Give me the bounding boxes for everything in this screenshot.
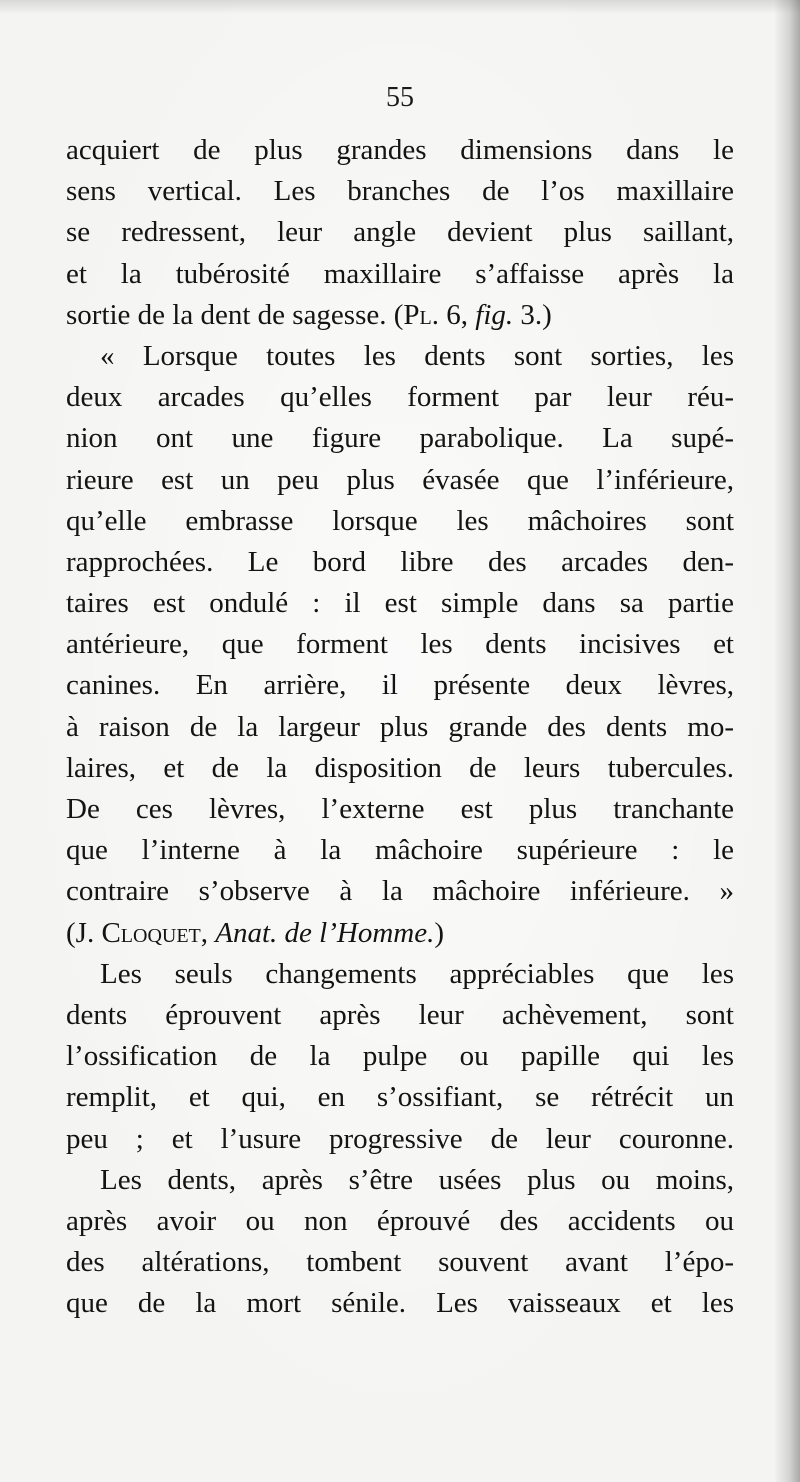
text-line: nion ont une figure parabolique. La supé-	[66, 422, 734, 455]
text-line: canines. En arrière, il présente deux lèvres,	[66, 669, 734, 702]
page-top-shadow	[0, 0, 800, 14]
citation-author: Cloquet	[101, 916, 201, 949]
text-line: et la tubérosité maxillaire s’affaisse après la	[66, 257, 734, 290]
text-line	[66, 913, 734, 954]
text-line: De ces lèvres, l’externe est plus tranchante	[66, 793, 734, 825]
text-line: acquiert de plus grandes dimensions dans le	[66, 134, 734, 166]
text-line: taires est ondulé : il est simple dans sa partie	[66, 587, 734, 620]
text-line: Les dents, après s’être usées plus ou moins,	[100, 1163, 734, 1196]
text-span-fig: fig.	[475, 298, 514, 331]
body-text	[66, 130, 734, 1324]
text-line: dents éprouvent après leur achèvement, sont	[66, 998, 734, 1031]
citation-work: Anat. de l’Homme.	[215, 916, 435, 949]
text-span-after: 3.)	[513, 298, 552, 331]
citation-comma: ,	[200, 916, 216, 949]
text-line: contraire s’observe à la mâchoire inférieure. »	[66, 875, 734, 908]
text-line: que l’interne à la mâchoire supérieure : le	[66, 834, 734, 867]
text-line: des altérations, tombent souvent avant l’épo-	[66, 1246, 734, 1279]
text-line: antérieure, que forment les dents incisives et	[66, 628, 734, 661]
text-line: remplit, et qui, en s’ossifiant, se rétrécit un	[66, 1081, 734, 1114]
text-line: « Lorsque toutes les dents sont sorties, les	[100, 339, 734, 372]
citation-before: (J.	[66, 916, 102, 949]
citation-after: )	[434, 916, 445, 949]
text-line: rapprochées. Le bord libre des arcades den-	[66, 545, 734, 578]
text-line: deux arcades qu’elles forment par leur réu-	[66, 381, 734, 414]
text-span-mid: 6,	[439, 298, 476, 331]
page-number: 55	[386, 82, 414, 113]
text-line: à raison de la largeur plus grande des dents mo-	[66, 710, 734, 743]
text-line: qu’elle embrasse lorsque les mâchoires sont	[66, 504, 734, 537]
text-line: que de la mort sénile. Les vaisseaux et les	[66, 1287, 734, 1320]
text-line: laires, et de la disposition de leurs tubercules.	[66, 751, 734, 784]
text-line: sens vertical. Les branches de l’os maxillaire	[66, 175, 734, 208]
text-line	[66, 295, 734, 336]
text-line: Les seuls changements appréciables que les	[100, 957, 734, 990]
text-span-pl: Pl.	[403, 298, 440, 331]
text-span-before: sortie de la dent de sagesse. (	[66, 298, 404, 331]
text-line: rieure est un peu plus évasée que l’inférieure,	[66, 463, 734, 496]
text-line: se redressent, leur angle devient plus saillant,	[66, 216, 734, 249]
text-line: l’ossification de la pulpe ou papille qui les	[66, 1040, 734, 1073]
page-edge-shadow	[774, 0, 800, 1482]
text-line: après avoir ou non éprouvé des accidents ou	[66, 1204, 734, 1237]
text-line: peu ; et l’usure progressive de leur couronne.	[66, 1122, 734, 1155]
